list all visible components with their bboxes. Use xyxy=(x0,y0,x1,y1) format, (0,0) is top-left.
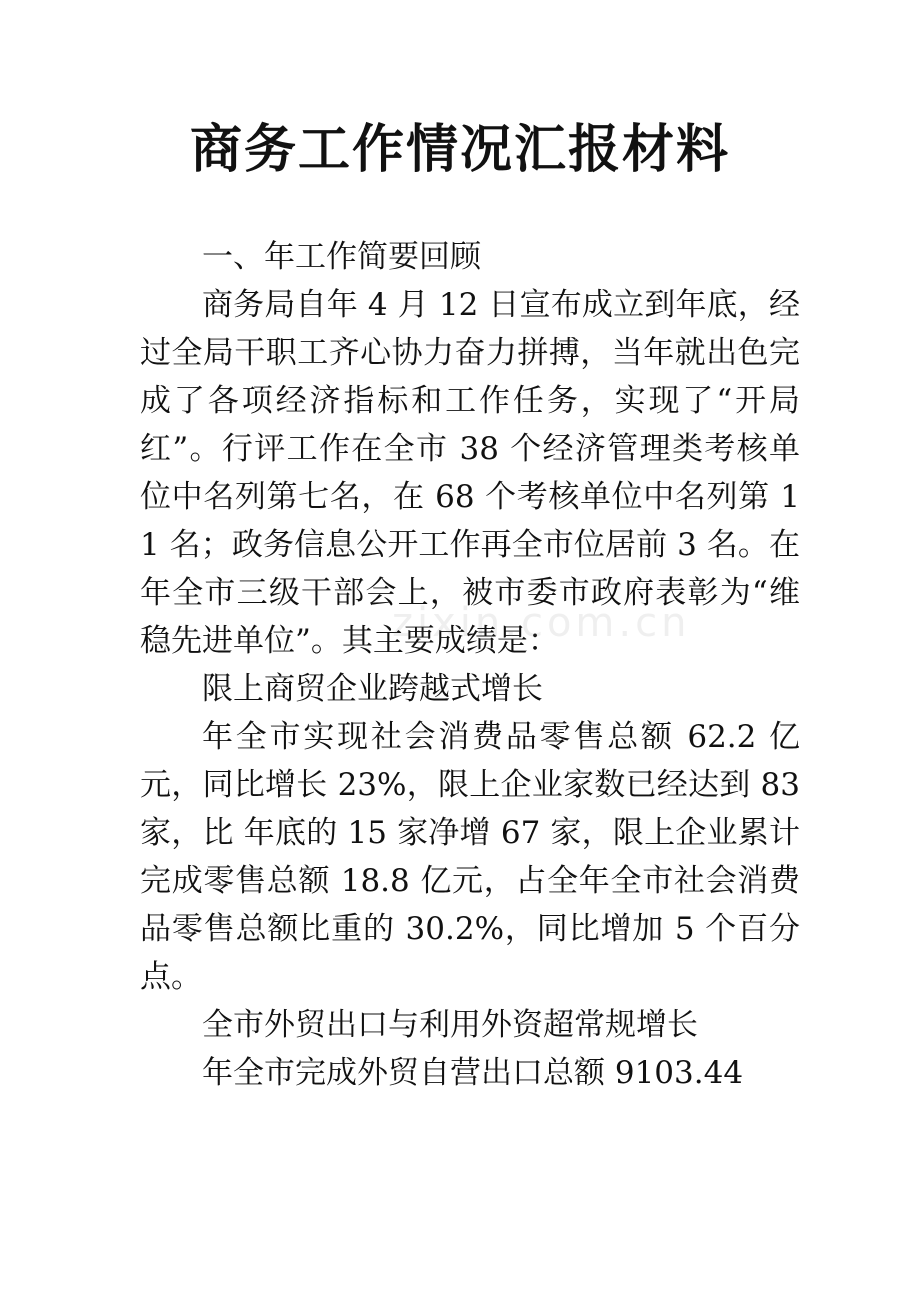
watermark: zixin.com.cn xyxy=(392,600,691,646)
section-heading: 一、年工作简要回顾 xyxy=(202,239,481,275)
document-body xyxy=(140,233,800,1097)
subsection-heading: 限上商贸企业跨越式增长 xyxy=(202,671,543,707)
body-paragraph: 商务局自年 4 月 12 日宣布成立到年底，经过全局干职工齐心协力奋力拼搏，当年就出色完成了各项经济指标和工作任务，实现了“开局红”。行评工作在全市 38 个经济管理类考核单位中名列第七名，在 68 个考核单位中名列第 11 名；政务信息公开工作再全市位居前 3 名。在年全市三级干部会上，被市委市政府表彰为“维稳先进单位”。其主要成绩是： xyxy=(140,287,800,659)
subsection-heading: 全市外贸出口与利用外资超常规增长 xyxy=(202,1007,698,1043)
body-paragraph: 年全市完成外贸自营出口总额 9103.44 xyxy=(202,1055,744,1091)
document-title: 商务工作情况汇报材料 xyxy=(189,119,730,180)
body-paragraph: 年全市实现社会消费品零售总额 62.2 亿元，同比增长 23%，限上企业家数已经达到 83 家，比 年底的 15 家净增 67 家，限上企业累计完成零售总额 18.8 亿元，占全年全市社会消费品零售总额比重的 30.2%，同比增加 5 个百分点。 xyxy=(140,719,800,995)
